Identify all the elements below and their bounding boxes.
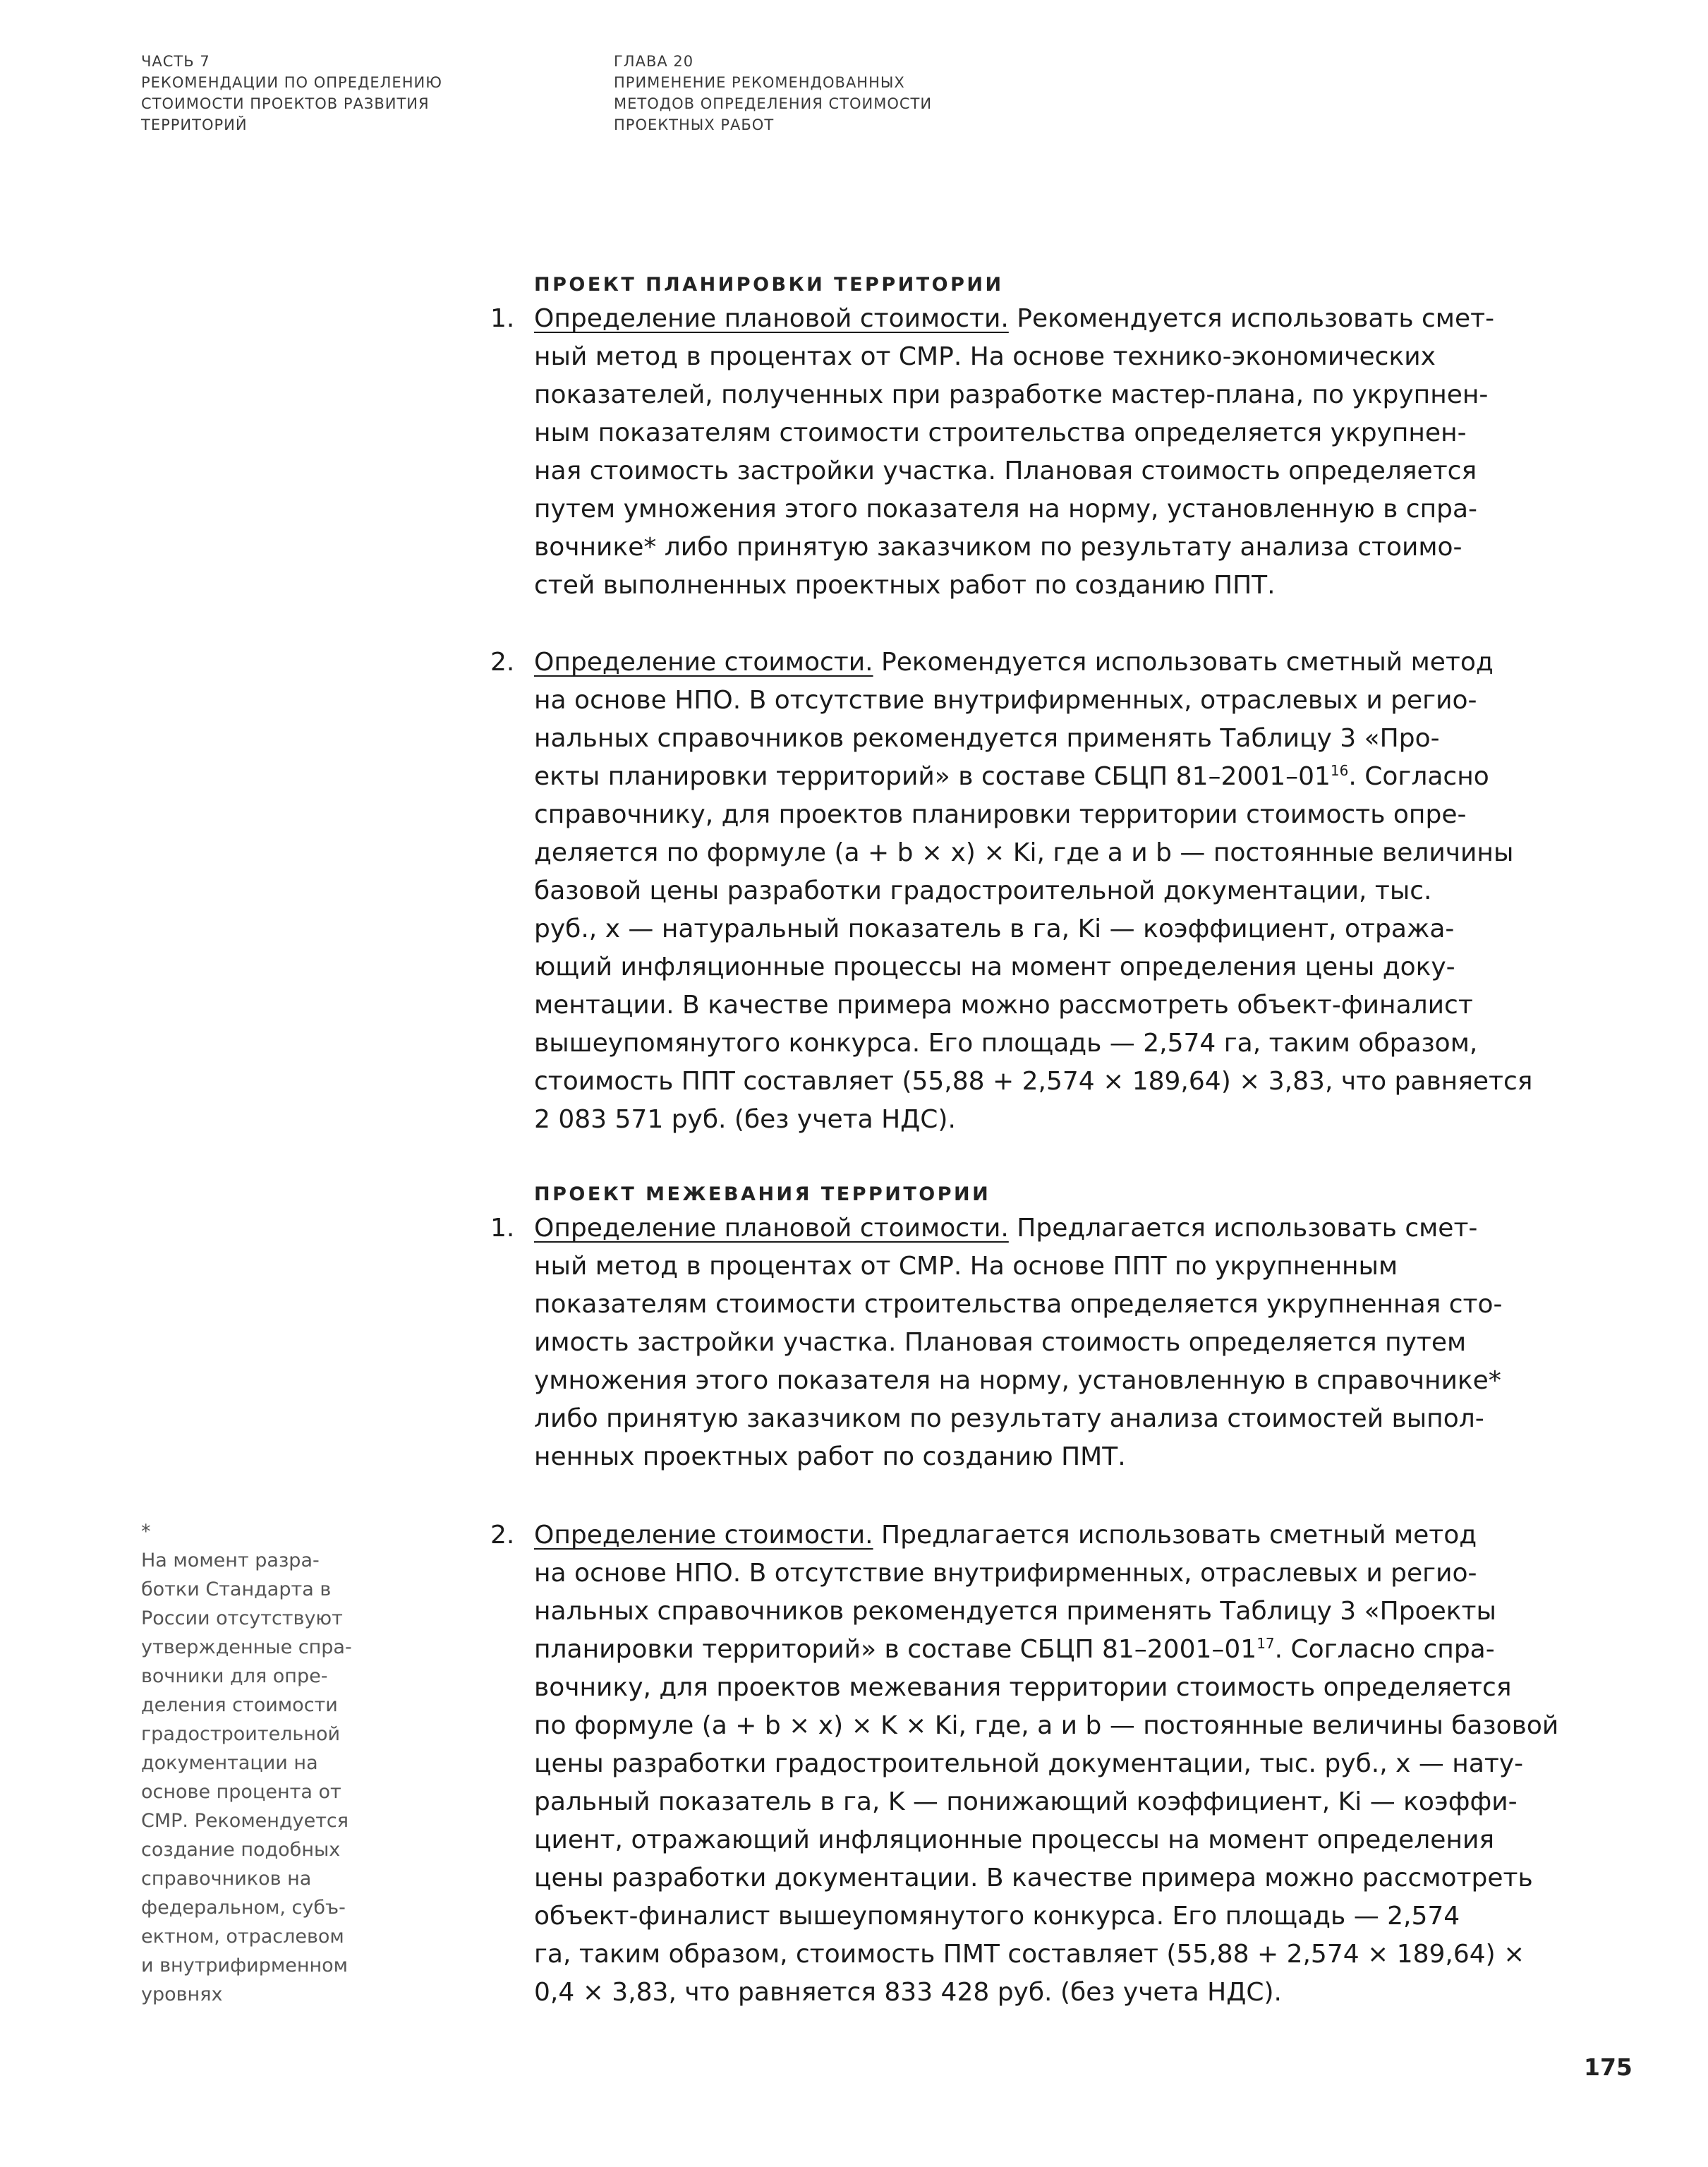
text-fragment: . Согласно xyxy=(1348,762,1489,791)
text-line: ная стоимость застройки участка. Плановая стоимость определяется xyxy=(534,457,1477,485)
text-line: по формуле (a + b × x) × K × Ki, где, a и b — постоянные величины базовой xyxy=(534,1711,1559,1740)
text-line: имость застройки участка. Плановая стоимость определяется путем xyxy=(534,1328,1467,1357)
item-lead: Определение плановой стоимости. xyxy=(534,1214,1009,1243)
text-line: Предлагается использовать смет- xyxy=(1008,1214,1478,1243)
running-head-part xyxy=(141,51,442,135)
running-head-line: ПРОЕКТНЫХ РАБОТ xyxy=(614,116,775,133)
text-line: показателям стоимости строительства определяется укрупненная сто- xyxy=(534,1290,1503,1319)
text-line: ральный показатель в га, K — понижающий коэффициент, Ki — коэффи- xyxy=(534,1787,1518,1816)
sidenote xyxy=(141,1517,395,2009)
sidenote-marker: * xyxy=(141,1521,151,1543)
sidenote-line: ботки Стандарта в xyxy=(141,1579,332,1600)
item-lead: Определение стоимости. xyxy=(534,648,873,677)
sidenote-line: вочники для опре- xyxy=(141,1665,328,1687)
text-line: Предлагается использовать сметный метод xyxy=(873,1521,1477,1550)
text-line: стоимость ППТ составляет (55,88 + 2,574 × 189,64) × 3,83, что равняется xyxy=(534,1067,1533,1096)
text-line: базовой цены разработки градостроительной документации, тыс. xyxy=(534,876,1432,905)
text-line: циент, отражающий инфляционные процессы на момент определения xyxy=(534,1825,1495,1854)
item-text xyxy=(534,300,1543,605)
item-lead: Определение стоимости. xyxy=(534,1521,873,1550)
text-line: стей выполненных проектных работ по созданию ППТ. xyxy=(534,571,1276,600)
text-line: показателей, полученных при разработке мастер-плана, по укрупнен- xyxy=(534,380,1489,409)
text-fragment: . Согласно спра- xyxy=(1274,1635,1495,1664)
item-number: 2. xyxy=(490,648,515,677)
text-line: нальных справочников рекомендуется применять Таблицу 3 «Про- xyxy=(534,724,1440,753)
item-lead: Определение плановой стоимости. xyxy=(534,304,1009,333)
text-line: руб., x — натуральный показатель в га, Ki — коэффициент, отража- xyxy=(534,915,1455,943)
sidenote-line: уровнях xyxy=(141,1984,223,2005)
item-number: 1. xyxy=(490,1214,515,1243)
text-line: ный метод в процентах от СМР. На основе ППТ по укрупненным xyxy=(534,1252,1398,1281)
text-line: ненных проектных работ по созданию ПМТ. xyxy=(534,1442,1126,1471)
text-line: умножения этого показателя на норму, установленную в справочнике* xyxy=(534,1366,1501,1395)
running-head-line: ГЛАВА 20 xyxy=(614,53,694,70)
item-text xyxy=(534,644,1543,1139)
sidenote-line: справочников на xyxy=(141,1868,312,1890)
sidenote-line: На момент разра- xyxy=(141,1550,320,1571)
text-line: Рекомендуется использовать сметный метод xyxy=(873,648,1494,677)
item-number: 1. xyxy=(490,304,515,333)
text-line: на основе НПО. В отсутствие внутрифирменных, отраслевых и регио- xyxy=(534,1559,1477,1588)
sidenote-line: СМР. Рекомендуется xyxy=(141,1810,349,1832)
section-heading-pmt: ПРОЕКТ МЕЖЕВАНИЯ ТЕРРИТОРИИ xyxy=(534,1183,991,1205)
running-head-line: ЧАСТЬ 7 xyxy=(141,53,210,70)
sidenote-line: федеральном, субъ- xyxy=(141,1897,346,1919)
sidenote-line: градостроительной xyxy=(141,1723,341,1745)
sidenote-line: создание подобных xyxy=(141,1839,341,1861)
text-line: га, таким образом, стоимость ПМТ составляет (55,88 + 2,574 × 189,64) × xyxy=(534,1940,1525,1969)
text-line: либо принятую заказчиком по результату анализа стоимостей выпол- xyxy=(534,1404,1484,1433)
text-line: объект-финалист вышеупомянутого конкурса. Его площадь — 2,574 xyxy=(534,1902,1460,1931)
text-line: цены разработки документации. В качестве примера можно рассмотреть xyxy=(534,1864,1533,1893)
item-text xyxy=(534,1209,1543,1476)
text-line: планировки территорий» в составе СБЦП 81–2001–01 xyxy=(534,1635,1257,1664)
sidenote-line: и внутрифирменном xyxy=(141,1955,349,1976)
item-text xyxy=(534,1516,1559,2012)
running-head-line: МЕТОДОВ ОПРЕДЕЛЕНИЯ СТОИМОСТИ xyxy=(614,95,933,112)
sidenote-line: деления стоимости xyxy=(141,1694,338,1716)
text-line: екты планировки территорий» в составе СБЦП 81–2001–01 xyxy=(534,762,1331,791)
text-line: вочнике* либо принятую заказчиком по результату анализа стоимо- xyxy=(534,533,1462,562)
text-line: 0,4 × 3,83, что равняется 833 428 руб. (без учета НДС). xyxy=(534,1978,1282,2007)
text-line: деляется по формуле (a + b × x) × Ki, где a и b — постоянные величины xyxy=(534,838,1514,867)
sidenote-line: России отсутствуют xyxy=(141,1607,343,1629)
running-head-line: СТОИМОСТИ ПРОЕКТОВ РАЗВИТИЯ xyxy=(141,95,430,112)
text-line: ментации. В качестве примера можно рассмотреть объект-финалист xyxy=(534,991,1473,1020)
text-line: Рекомендуется использовать смет- xyxy=(1008,304,1495,333)
text-line: нальных справочников рекомендуется применять Таблицу 3 «Проекты xyxy=(534,1597,1496,1626)
text-line: ющий инфляционные процессы на момент определения цены доку- xyxy=(534,953,1455,982)
sidenote-line: утвержденные спра- xyxy=(141,1636,352,1658)
section-heading-ppt: ПРОЕКТ ПЛАНИРОВКИ ТЕРРИТОРИИ xyxy=(534,274,1004,296)
page-number: 175 xyxy=(1584,2053,1633,2081)
text-line: на основе НПО. В отсутствие внутрифирменных, отраслевых и регио- xyxy=(534,686,1477,715)
text-line: ным показателям стоимости строительства определяется укрупнен- xyxy=(534,418,1467,447)
sidenote-line: ектном, отраслевом xyxy=(141,1926,344,1948)
text-line: 2 083 571 руб. (без учета НДС). xyxy=(534,1105,956,1134)
text-line: справочнику, для проектов планировки территории стоимость опре- xyxy=(534,800,1467,829)
running-head-line: ТЕРРИТОРИЙ xyxy=(141,116,248,133)
text-line: ный метод в процентах от СМР. На основе технико-экономических xyxy=(534,342,1436,371)
sidenote-line: основе процента от xyxy=(141,1781,341,1803)
item-number: 2. xyxy=(490,1521,515,1550)
text-line: цены разработки градостроительной документации, тыс. руб., x — нату- xyxy=(534,1749,1524,1778)
text-line: путем умножения этого показателя на норму, установленную в спра- xyxy=(534,495,1478,524)
footnote-ref: 17 xyxy=(1256,1635,1275,1652)
text-line: вышеупомянутого конкурса. Его площадь — 2,574 га, таким образом, xyxy=(534,1029,1478,1058)
text-line: вочнику, для проектов межевания территории стоимость определяется xyxy=(534,1673,1512,1702)
sidenote-line: документации на xyxy=(141,1752,318,1774)
running-head-line: РЕКОМЕНДАЦИИ ПО ОПРЕДЕЛЕНИЮ xyxy=(141,74,442,91)
running-head-chapter xyxy=(614,51,932,135)
running-head-line: ПРИМЕНЕНИЕ РЕКОМЕНДОВАННЫХ xyxy=(614,74,905,91)
footnote-ref: 16 xyxy=(1330,762,1349,779)
